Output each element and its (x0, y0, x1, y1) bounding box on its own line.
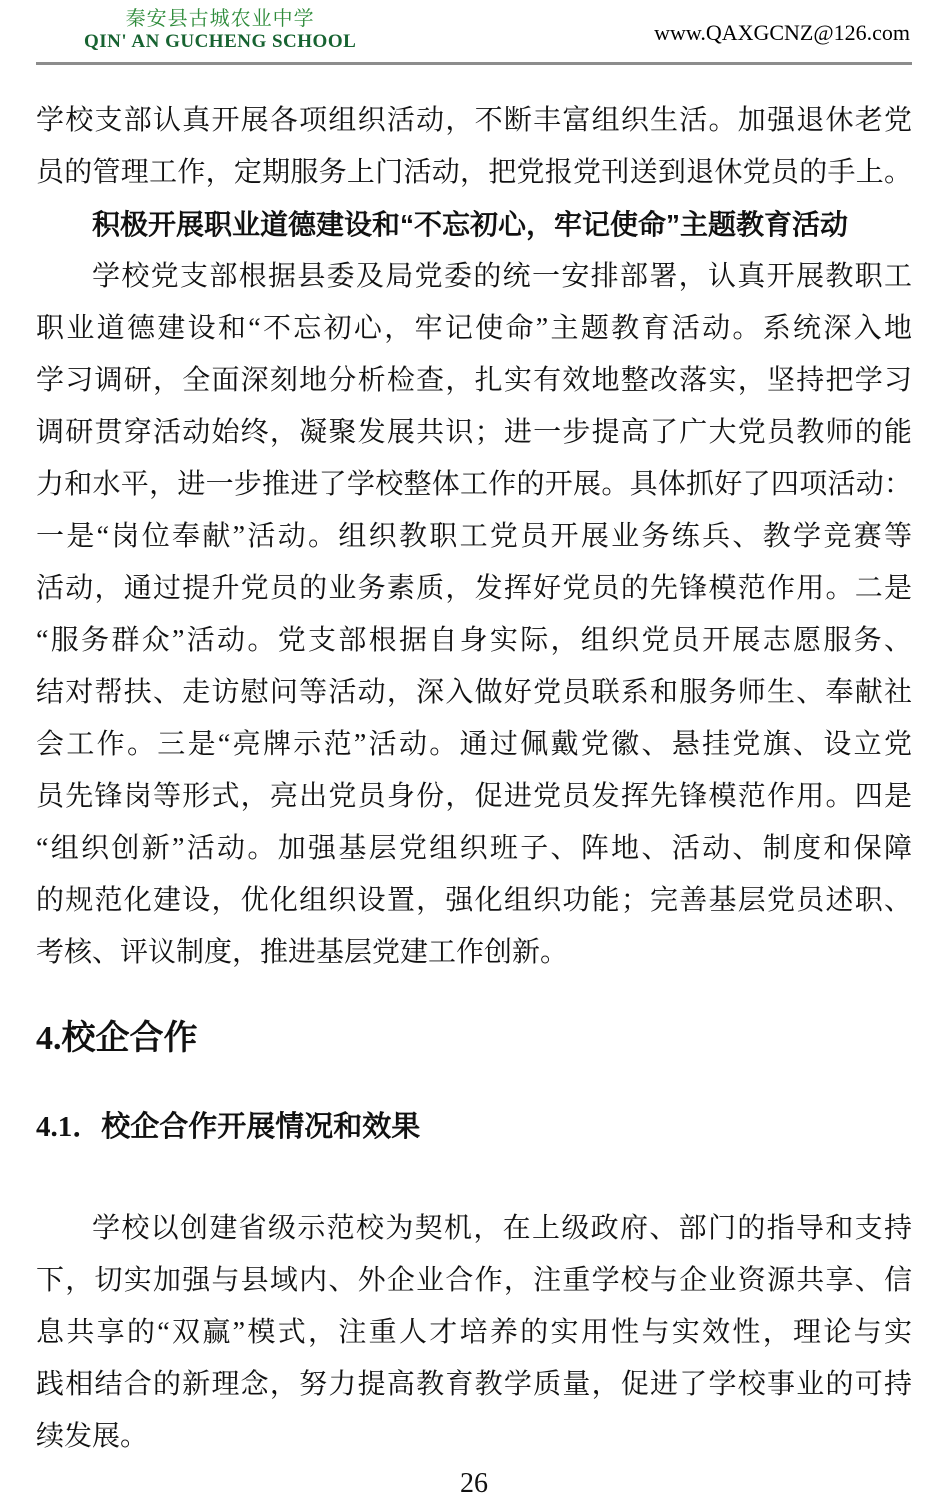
header-website: www.QAXGCNZ@126.com (654, 20, 910, 45)
text-line: 职业道德建设和“不忘初心，牢记使命”主题教育活动。系统深入地 (36, 313, 912, 344)
page-header (36, 0, 912, 65)
paragraph-cooperation-overview (36, 1203, 912, 1463)
text-line: 结对帮扶、走访慰问等活动，深入做好党员联系和服务师生、奉献社 (36, 677, 912, 708)
text-line: 学校支部认真开展各项组织活动，不断丰富组织生活。加强退休老党 (36, 105, 912, 136)
text-line: 考核、评议制度，推进基层党建工作创新。 (36, 937, 569, 968)
text-line: 息共享的“双赢”模式，注重人才培养的实用性与实效性，理论与实 (36, 1317, 912, 1348)
paragraph-theme-education-details (36, 251, 912, 979)
inline-bold-heading-theme-education: 积极开展职业道德建设和“不忘初心，牢记使命”主题教育活动 (92, 209, 849, 240)
text-line: 的规范化建设，优化组织设置，强化组织功能；完善基层党员述职、 (36, 885, 912, 916)
text-line: 活动，通过提升党员的业务素质，发挥好党员的先锋模范作用。二是 (36, 573, 912, 604)
school-name-zh: 秦安县古城农业中学 (125, 8, 315, 30)
text-line: “组织创新”活动。加强基层党组织班子、阵地、活动、制度和保障 (36, 833, 912, 864)
page-number: 26 (460, 1468, 488, 1499)
text-line: 会工作。三是“亮牌示范”活动。通过佩戴党徽、悬挂党旗、设立党 (36, 729, 912, 760)
text-line: 续发展。 (36, 1421, 149, 1452)
text-line: 调研贯穿活动始终，凝聚发展共识；进一步提高了广大党员教师的能 (36, 417, 912, 448)
text-line: 下，切实加强与县域内、外企业合作，注重学校与企业资源共享、信 (36, 1265, 912, 1296)
school-name-en: QIN' AN GUCHENG SCHOOL (84, 31, 357, 52)
text-line: 学校党支部根据县委及局党委的统一安排部署，认真开展教职工 (92, 261, 912, 292)
text-line: 一是“岗位奉献”活动。组织教职工党员开展业务练兵、教学竞赛等 (36, 521, 912, 552)
text-line: 力和水平，进一步推进了学校整体工作的开展。具体抓好了四项活动： (36, 469, 912, 500)
section-heading-school-enterprise: 4.校企合作 (36, 1020, 198, 1057)
text-line: 学校以创建省级示范校为契机，在上级政府、部门的指导和支持 (92, 1213, 912, 1244)
school-logo-block (84, 8, 356, 53)
text-line: 学习调研，全面深刻地分析检查，扎实有效地整改落实，坚持把学习 (36, 365, 912, 396)
text-line: “服务群众”活动。党支部根据自身实际，组织党员开展志愿服务、 (36, 625, 912, 656)
text-line: 员先锋岗等形式，亮出党员身份，促进党员发挥先锋模范作用。四是 (36, 781, 912, 812)
page-footer (36, 1468, 912, 1500)
text-line: 员的管理工作，定期服务上门活动，把党报党刊送到退休党员的手上。 (36, 157, 912, 188)
subsection-heading-cooperation-results: 4.1．校企合作开展情况和效果 (36, 1111, 421, 1143)
text-line: 践相结合的新理念，努力提高教育教学质量，促进了学校事业的可持 (36, 1369, 912, 1400)
document-body (36, 65, 912, 1463)
paragraph-party-branch-activities (36, 95, 912, 199)
